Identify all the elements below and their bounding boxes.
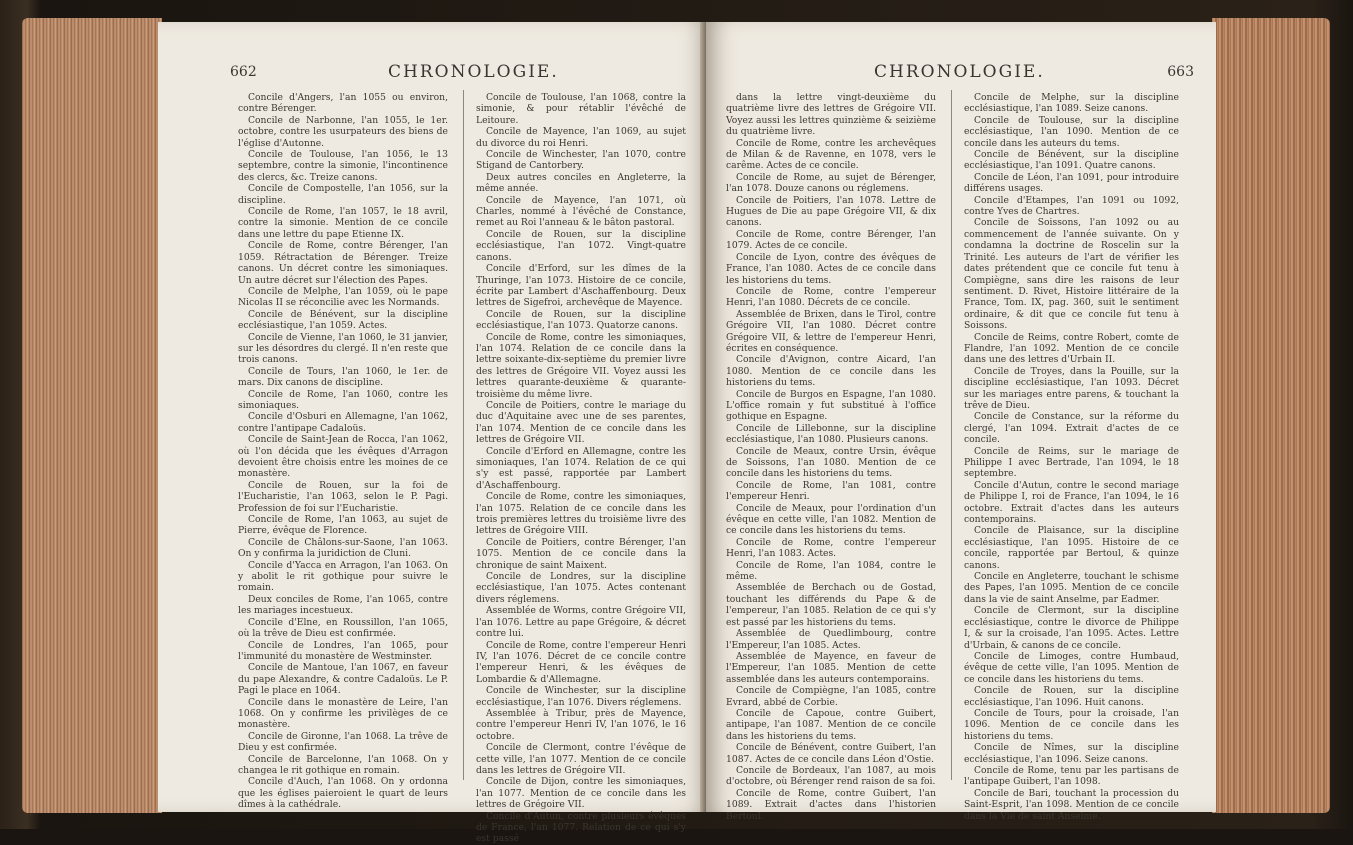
entry-paragraph: Concile de Rome, contre l'empereur Henri IV, l'an 1076. Décret de ce concile contre l'empereur Henri, & les évêques de Lombardie & d'Allemagne.	[476, 639, 686, 685]
entry-paragraph: Concile de Winchester, l'an 1070, contre Stigand de Cantorbery.	[476, 149, 686, 172]
entry-paragraph: Concile de Troyes, dans la Pouille, sur la discipline ecclésiastique, l'an 1093. Décret sur les mariages entre parens, & touchant la trêve de Dieu.	[964, 365, 1179, 411]
entry-paragraph: Concile de Compostelle, l'an 1056, sur la discipline.	[238, 183, 448, 206]
entry-paragraph: Concile de Rome, contre Bérenger, l'an 1059. Rétractation de Bérenger. Treize canons. Un décret contre les simoniaques. Un autre décret sur l'élection des Papes.	[238, 240, 448, 286]
entry-paragraph: Concile de Rome, contre Bérenger, l'an 1079. Actes de ce concile.	[726, 228, 936, 252]
entry-paragraph: Concile de Toulouse, sur la discipline ecclésiastique, l'an 1090. Mention de ce concile dans les auteurs du tems.	[964, 114, 1179, 149]
entry-paragraph: Concile de Rome, contre les simoniaques, l'an 1074. Relation de ce concile dans la lettre soixante-dix-septième du premier livre des lettres de Grégoire VII. Voyez aussi les lettres quarante-deuxième & quarante-troisième du même livre.	[476, 331, 686, 400]
entry-paragraph: Concile de Soissons, l'an 1092 ou au commencement de l'année suivante. On y condamna la doctrine de Roscelin sur la Trinité. Les auteurs de l'art de vérifier les dates prétendent que ce concile fut tenu à Compiègne, sans dire les raisons de leur sentiment. D. Rivet, Histoire littéraire de la France, Tom. IX, pag. 360, suit le sentiment ordinaire, & dit que ce concile fut tenu à Soissons.	[964, 217, 1179, 332]
entry-paragraph: Concile de Londres, sur la discipline ecclésiastique, l'an 1075. Actes contenant divers réglemens.	[476, 571, 686, 605]
entry-paragraph: Concile de Gironne, l'an 1068. La trêve de Dieu y est confirmée.	[238, 730, 448, 754]
entry-paragraph: Concile de Rome, l'an 1057, le 18 avril, contre la simonie. Mention de ce concile dans une lettre du pape Etienne IX.	[238, 206, 448, 240]
entry-paragraph: Assemblée de Quedlimbourg, contre l'Empereur, l'an 1085. Actes.	[726, 628, 936, 651]
entry-paragraph: Concile de Rouen, sur la discipline ecclésiastique, l'an 1072. Vingt-quatre canons.	[476, 228, 686, 263]
running-head: CHRONOLOGIE.	[388, 62, 559, 82]
entry-paragraph: Concile de Bénévent, sur la discipline ecclésiastique, l'an 1059. Actes.	[238, 308, 448, 332]
entry-paragraph: Concile de Poitiers, contre le mariage du duc d'Aquitaine avec une de ses parentes, l'an 1074. Mention de ce concile dans les lettres de Grégoire VII.	[476, 399, 686, 446]
entry-paragraph: Concile dans le monastère de Leire, l'an 1068. On y confirme les privilèges de ce monastère.	[238, 696, 448, 731]
entry-paragraph: Concile de Londres, l'an 1065, pour l'immunité du monastère de Westminster.	[238, 639, 448, 662]
entry-paragraph: Concile de Châlons-sur-Saone, l'an 1063. On y confirma la juridiction de Cluni.	[238, 536, 448, 560]
entry-paragraph: Concile de Reims, sur le mariage de Philippe I avec Bertrade, l'an 1094, le 18 septembre.	[964, 445, 1179, 480]
entry-paragraph: Concile de Clermont, contre l'évêque de cette ville, l'an 1077. Mention de ce concile dans les lettres de Grégoire VII.	[476, 742, 686, 776]
entry-paragraph: Concile de Nîmes, sur la discipline ecclésiastique, l'an 1096. Seize canons.	[964, 742, 1179, 765]
entry-paragraph: Concile de Capoue, contre Guibert, antipape, l'an 1087. Mention de ce concile dans les historiens du tems.	[726, 707, 936, 742]
entry-paragraph: Concile de Rome, contre Guibert, l'an 1089. Extrait d'actes dans l'historien Bertoul.	[726, 787, 936, 822]
entry-paragraph: Concile de Melphe, sur la discipline ecclésiastique, l'an 1089. Seize canons.	[964, 92, 1179, 115]
entry-paragraph: Concile de Barcelonne, l'an 1068. On y changea le rit gothique en romain.	[238, 753, 448, 776]
column-divider	[951, 90, 952, 780]
right-page-header	[706, 62, 1216, 84]
entry-paragraph: Deux autres conciles en Angleterre, la même année.	[476, 171, 686, 195]
entry-paragraph: Concile de Saint-Jean de Rocca, l'an 1062, où l'on décida que les évêques d'Arragon devoient être choisis entre les moines de ce monastère.	[238, 434, 448, 480]
entry-paragraph: Concile de Rome, contre les simoniaques, l'an 1075. Relation de ce concile dans les trois premières lettres du troisième livre des lettres de Grégoire VIII.	[476, 491, 686, 537]
entry-paragraph: Concile de Mayence, l'an 1069, au sujet du divorce du roi Henri.	[476, 126, 686, 149]
entry-paragraph: Concile d'Auch, l'an 1068. On y ordonna que les églises paieroient le quart de leurs dîmes à la cathédrale.	[238, 776, 448, 811]
entry-paragraph: Concile de Meaux, contre Ursin, évêque de Soissons, l'an 1080. Mention de ce concile dans les historiens du tems.	[726, 445, 936, 480]
entry-paragraph: Concile de Melphe, l'an 1059, où le pape Nicolas II se réconcilie avec les Normands.	[238, 285, 448, 309]
entry-paragraph: Concile d'Autun, contre le second mariage de Philippe I, roi de France, l'an 1094, le 16 octobre. Extrait d'actes dans les auteurs contemporains.	[964, 479, 1179, 526]
entry-paragraph: Concile de Tours, pour la croisade, l'an 1096. Mention de ce concile dans les historiens du tems.	[964, 707, 1179, 742]
entry-paragraph: Concile de Burgos en Espagne, l'an 1080. L'office romain y fut substitué à l'office gothique en Espagne.	[726, 388, 936, 423]
entry-paragraph: Concile de Bordeaux, l'an 1087, au mois d'octobre, où Bérenger rend raison de sa foi.	[726, 764, 936, 788]
page-number: 663	[1167, 64, 1194, 80]
entry-paragraph: Concile de Narbonne, l'an 1055, le 1er. octobre, contre les usurpateurs des biens de l'église d'Autonne.	[238, 114, 448, 149]
entry-paragraph: Concile de Bari, touchant la procession du Saint-Esprit, l'an 1098. Mention de ce concile dans la Vie de saint Anselme.	[964, 787, 1179, 822]
entry-paragraph: Concile d'Erford, sur les dîmes de la Thuringe, l'an 1073. Histoire de ce concile, écrite par Lambert d'Aschaffenbourg. Deux lettres de Sigefroi, archevêque de Mayence.	[476, 263, 686, 309]
entry-paragraph: Concile d'Elne, en Roussillon, l'an 1065, où la trêve de Dieu est confirmée.	[238, 616, 448, 640]
entry-paragraph: Concile d'Etampes, l'an 1091 ou 1092, contre Yves de Chartres.	[964, 194, 1179, 218]
entry-paragraph: Concile de Rome, contre les archevêques de Milan & de Ravenne, en 1078, vers le carême. Actes de ce concile.	[726, 137, 936, 172]
right-page-column-2	[964, 92, 1179, 822]
entry-paragraph: Concile de Limoges, contre Humbaud, évêque de cette ville, l'an 1095. Mention de ce concile dans les historiens du tems.	[964, 650, 1179, 685]
entry-paragraph: Concile de Reims, contre Robert, comte de Flandre, l'an 1092. Mention de ce concile dans une des lettres d'Urbain II.	[964, 331, 1179, 366]
entry-paragraph: Concile d'Autun, contre plusieurs évêques de France, l'an 1077. Relation de ce qui s'y est passé	[476, 810, 686, 845]
entry-paragraph: Concile de Dijon, contre les simoniaques, l'an 1077. Mention de ce concile dans les lettres de Grégoire VII.	[476, 776, 686, 811]
entry-paragraph: Concile de Rome, l'an 1063, au sujet de Pierre, évêque de Florence.	[238, 514, 448, 537]
entry-paragraph: Concile de Tours, l'an 1060, le 1er. de mars. Dix canons de discipline.	[238, 365, 448, 389]
left-page-column-2	[476, 92, 686, 845]
entry-paragraph: Concile de Mayence, l'an 1071, où Charles, nommé à l'évêché de Constance, remet au Roi l'anneau & le bâton pastoral.	[476, 194, 686, 229]
entry-paragraph: Concile de Rome, l'an 1084, contre le même.	[726, 559, 936, 583]
entry-paragraph: Concile de Rome, contre l'empereur Henri, l'an 1083. Actes.	[726, 536, 936, 560]
entry-paragraph: Concile de Léon, l'an 1091, pour introduire différens usages.	[964, 171, 1179, 195]
left-page-column-1	[238, 92, 448, 811]
entry-paragraph: Concile de Winchester, sur la discipline ecclésiastique, l'an 1076. Divers réglemens.	[476, 685, 686, 708]
entry-paragraph: Concile de Constance, sur la réforme du clergé, l'an 1094. Extrait d'actes de ce concile.	[964, 411, 1179, 446]
entry-paragraph: Assemblée de Berchach ou de Gostad, touchant les différends du Pape & de l'empereur, l'an 1085. Relation de ce qui s'y est passé par les historiens du tems.	[726, 582, 936, 628]
entry-paragraph: Concile de Compiègne, l'an 1085, contre Evrard, abbé de Corbie.	[726, 685, 936, 708]
page-number: 662	[230, 64, 257, 80]
left-page-edges	[22, 18, 162, 813]
entry-paragraph: Concile de Plaisance, sur la discipline ecclésiastique, l'an 1095. Histoire de ce concile, rapportée par Bertoul, & quinze canons.	[964, 525, 1179, 571]
right-page-edges	[1212, 18, 1330, 813]
entry-paragraph: Concile d'Erford en Allemagne, contre les simoniaques, l'an 1074. Relation de ce qui s'y est passé, rapportée par Lambert d'Aschaffenbourg.	[476, 445, 686, 491]
entry-paragraph: Concile de Rome, l'an 1081, contre l'empereur Henri.	[726, 479, 936, 503]
entry-paragraph: Assemblée de Mayence, en faveur de l'Empereur, l'an 1085. Mention de cette assemblée dans les auteurs contemporains.	[726, 650, 936, 685]
left-page-header	[158, 62, 710, 84]
entry-paragraph: Concile d'Angers, l'an 1055 ou environ, contre Bérenger.	[238, 92, 448, 115]
entry-paragraph: Concile en Angleterre, touchant le schisme des Papes, l'an 1095. Mention de ce concile dans la vie de saint Anselme, par Eadmer.	[964, 571, 1179, 605]
right-page	[706, 22, 1216, 822]
entry-paragraph: Concile de Rouen, sur la discipline ecclésiastique, l'an 1073. Quatorze canons.	[476, 308, 686, 332]
entry-paragraph: Concile de Poitiers, l'an 1078. Lettre de Hugues de Die au pape Grégoire VII, & dix canons.	[726, 194, 936, 229]
entry-paragraph: Assemblée de Worms, contre Grégoire VII, l'an 1076. Lettre au pape Grégoire, & décret contre lui.	[476, 605, 686, 640]
left-page	[158, 22, 710, 845]
entry-paragraph: Concile de Poitiers, contre Bérenger, l'an 1075. Mention de ce concile dans la chronique de saint Maixent.	[476, 536, 686, 571]
entry-paragraph: dans la lettre vingt-deuxième du quatrième livre des lettres de Grégoire VII. Voyez aussi les lettres quinzième & seizième du quatrième livre.	[726, 92, 936, 138]
entry-paragraph: Concile de Clermont, sur la discipline ecclésiastique, contre le divorce de Philippe I, & sur la croisade, l'an 1095. Actes. Lettre d'Urbain, & canons de ce concile.	[964, 605, 1179, 651]
entry-paragraph: Assemblée de Brixen, dans le Tirol, contre Grégoire VII, l'an 1080. Décret contre Grégoire VII, & lettre de l'empereur Henri, écrites en conséquence.	[726, 308, 936, 354]
entry-paragraph: Concile de Lyon, contre des évêques de France, l'an 1080. Actes de ce concile dans les historiens du tems.	[726, 251, 936, 286]
entry-paragraph: Assemblée à Tribur, près de Mayence, contre l'empereur Henri IV, l'an 1076, le 16 octobre.	[476, 707, 686, 742]
entry-paragraph: Concile d'Avignon, contre Aicard, l'an 1080. Mention de ce concile dans les historiens du tems.	[726, 354, 936, 389]
entry-paragraph: Concile de Rome, contre l'empereur Henri, l'an 1080. Décrets de ce concile.	[726, 285, 936, 309]
entry-paragraph: Concile de Toulouse, l'an 1068, contre la simonie, & pour rétablir l'évêché de Leitoure.	[476, 92, 686, 126]
entry-paragraph: Concile de Mantoue, l'an 1067, en faveur du pape Alexandre, & contre Cadaloüs. Le P. Pagi le place en 1064.	[238, 662, 448, 697]
entry-paragraph: Deux conciles de Rome, l'an 1065, contre les mariages incestueux.	[238, 593, 448, 617]
entry-paragraph: Concile de Rome, tenu par les partisans de l'antipape Guibert, l'an 1098.	[964, 764, 1179, 788]
entry-paragraph: Concile de Bénévent, contre Guibert, l'an 1087. Actes de ce concile dans Léon d'Ostie.	[726, 742, 936, 765]
entry-paragraph: Concile de Lillebonne, sur la discipline ecclésiastique, l'an 1080. Plusieurs canons.	[726, 422, 936, 446]
entry-paragraph: Concile de Rome, l'an 1060, contre les simoniaques.	[238, 388, 448, 411]
entry-paragraph: Concile de Toulouse, l'an 1056, le 13 septembre, contre la simonie, l'incontinence des clercs, &c. Treize canons.	[238, 149, 448, 183]
running-head: CHRONOLOGIE.	[874, 62, 1045, 82]
entry-paragraph: Concile de Vienne, l'an 1060, le 31 janvier, sur les désordres du clergé. Il n'en reste que trois canons.	[238, 331, 448, 366]
entry-paragraph: Concile de Bénévent, sur la discipline ecclésiastique, l'an 1091. Quatre canons.	[964, 149, 1179, 172]
entry-paragraph: Concile de Rome, au sujet de Bérenger, l'an 1078. Douze canons ou réglemens.	[726, 171, 936, 195]
entry-paragraph: Concile d'Yacca en Arragon, l'an 1063. On y abolit le rit gothique pour suivre le romain.	[238, 559, 448, 594]
entry-paragraph: Concile d'Osburi en Allemagne, l'an 1062, contre l'antipape Cadaloüs.	[238, 411, 448, 434]
column-divider	[463, 90, 464, 780]
entry-paragraph: Concile de Rouen, sur la discipline ecclésiastique, l'an 1096. Huit canons.	[964, 685, 1179, 708]
entry-paragraph: Concile de Rouen, sur la foi de l'Eucharistie, l'an 1063, selon le P. Pagi. Profession de foi sur l'Eucharistie.	[238, 479, 448, 514]
entry-paragraph: Concile de Meaux, pour l'ordination d'un évêque en cette ville, l'an 1082. Mention de ce concile dans les historiens du tems.	[726, 502, 936, 537]
right-page-column-1	[726, 92, 936, 822]
